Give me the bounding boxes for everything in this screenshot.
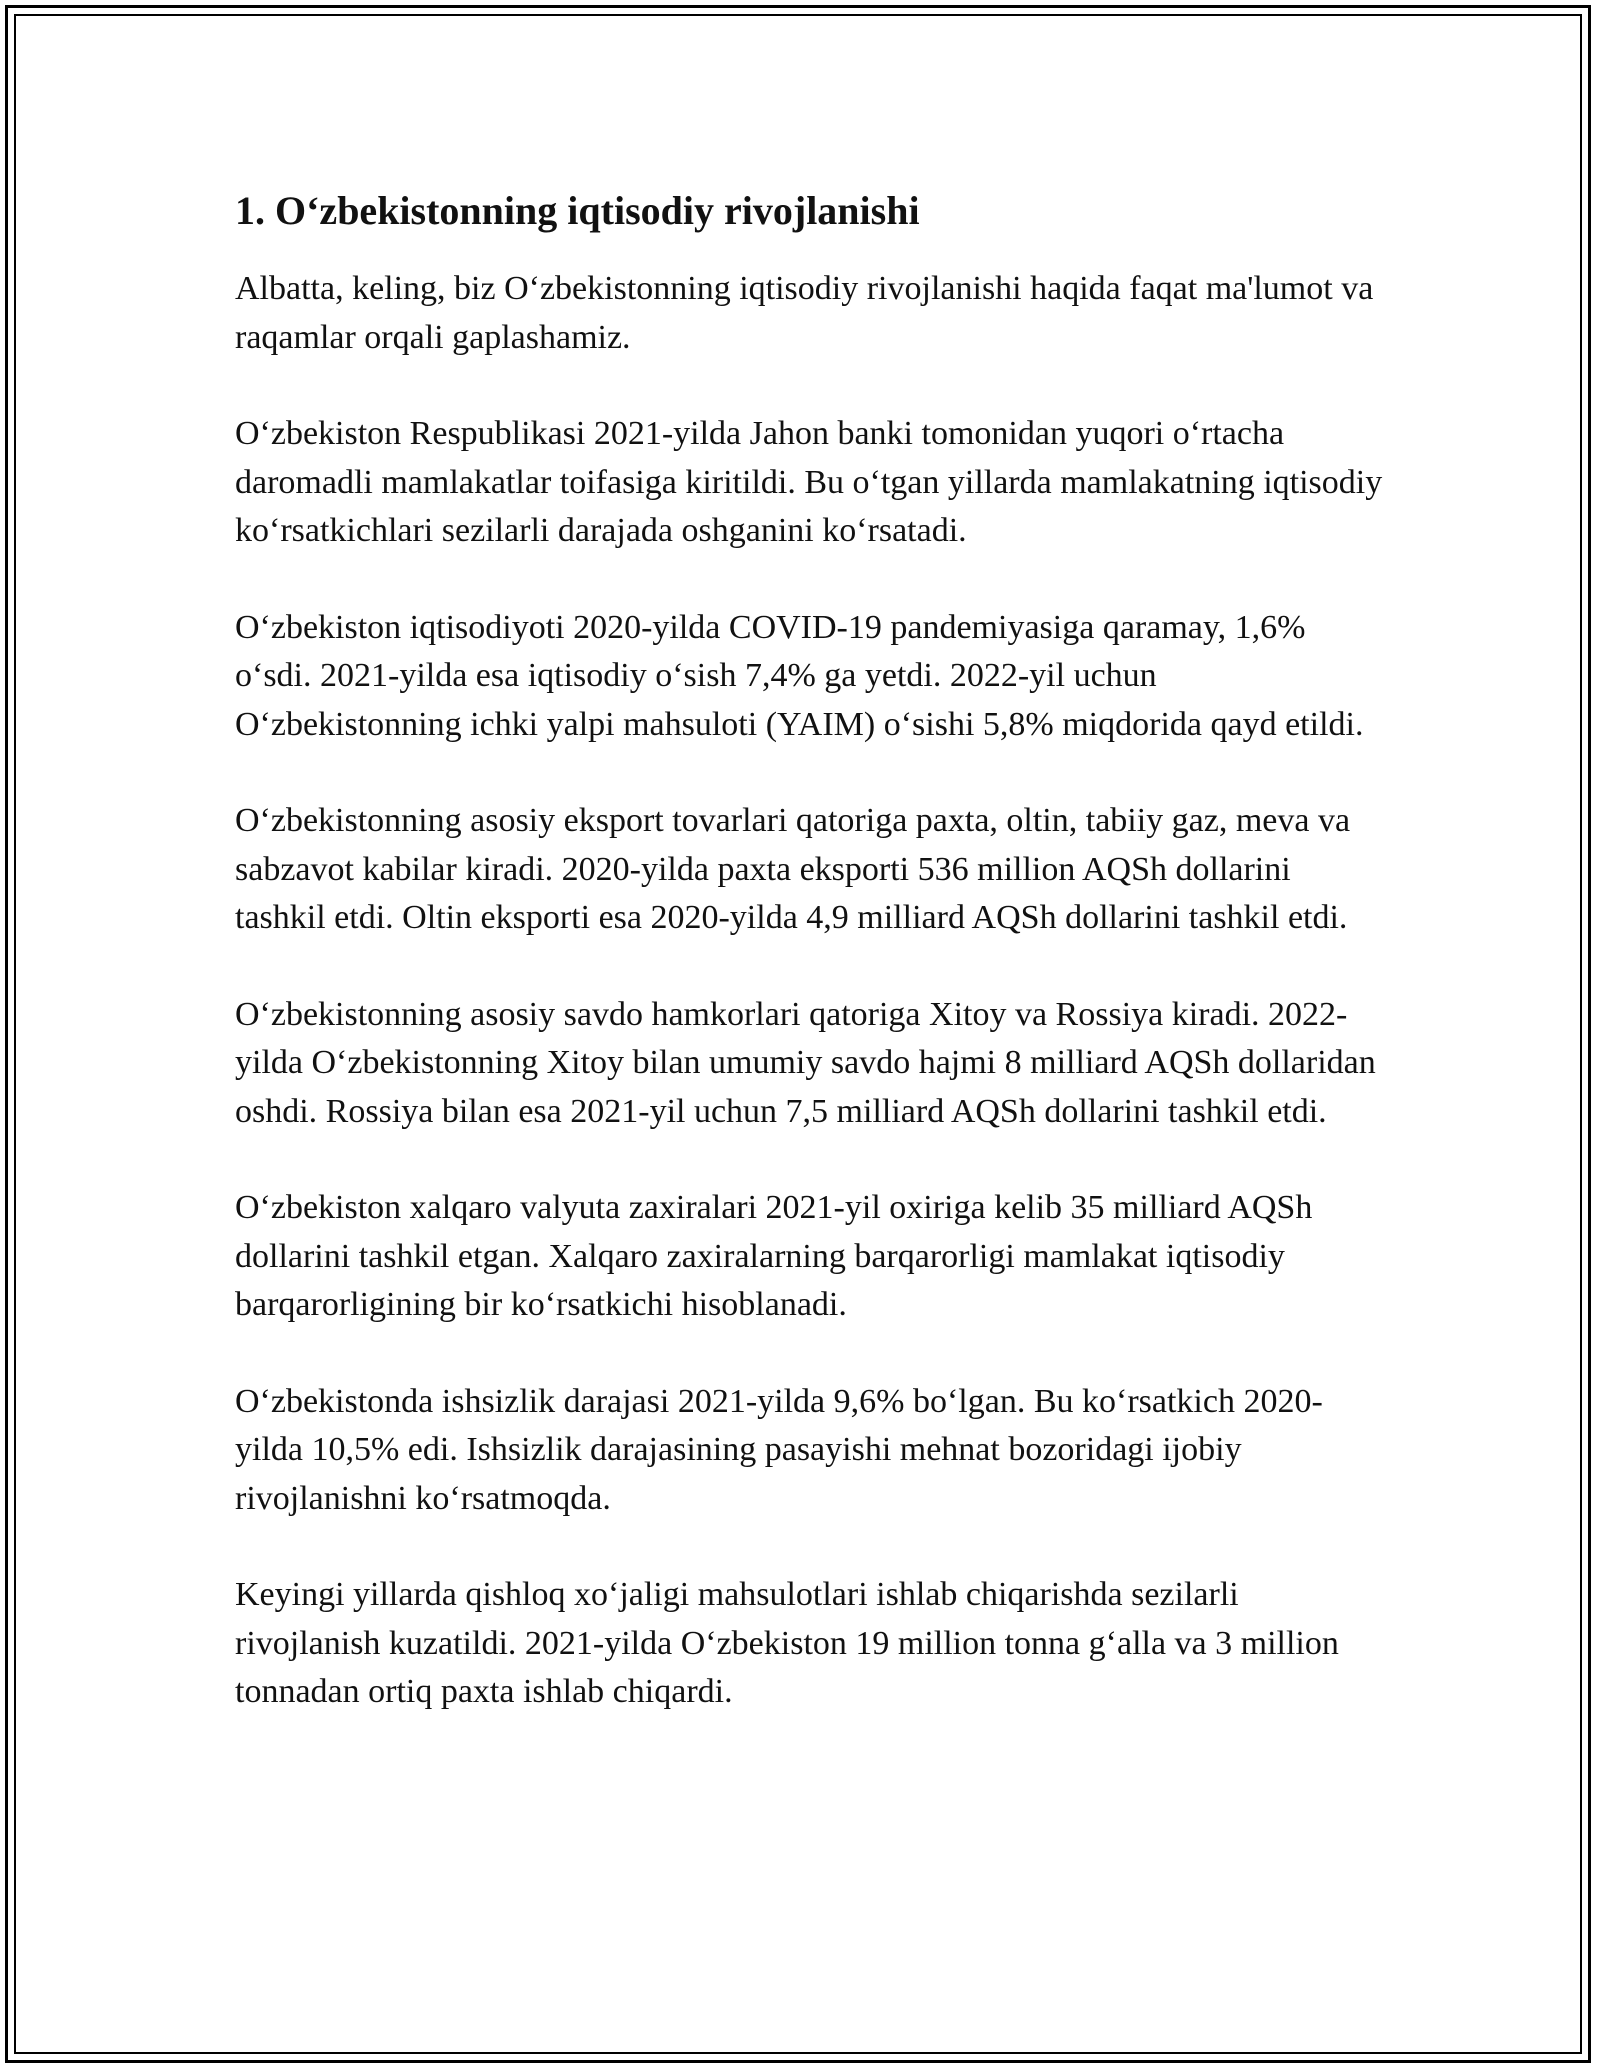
paragraph-agriculture: Keyingi yillarda qishloq xo‘jaligi mahsulotlari ishlab chiqarishda sezilarli rivojlanish kuzatildi. 2021-yilda O‘zbekiston 19 million tonna g‘alla va 3 million tonnadan ortiq paxta ishlab chiqardi. [235,1576,1339,1710]
paragraph-gdp-growth: O‘zbekiston iqtisodiyoti 2020-yilda COVID-19 pandemiyasiga qaramay, 1,6% o‘sdi. 2021-yilda esa iqtisodiy o‘sish 7,4% ga yetdi. 2022-yil uchun O‘zbekistonning ichki yalpi mahsuloti (YAIM) o‘sishi 5,8% miqdorida qayd etildi. [235,608,1364,743]
paragraph-exports: O‘zbekistonning asosiy eksport tovarlari qatoriga paxta, oltin, tabiiy gaz, meva va sabzavot kabilar kiradi. 2020-yilda paxta eksporti 536 million AQSh dollarini tashkil etdi. Oltin eksporti esa 2020-yilda 4,9 milliard AQSh dollarini tashkil etdi. [235,802,1351,936]
paragraph-unemployment: O‘zbekistonda ishsizlik darajasi 2021-yilda 9,6% bo‘lgan. Bu ko‘rsatkich 2020-yilda 10,5% edi. Ishsizlik darajasining pasayishi mehnat bozoridagi ijobiy rivojlanishni ko‘rsatmoqda. [235,1382,1323,1517]
paragraph-trade-partners: O‘zbekistonning asosiy savdo hamkorlari qatoriga Xitoy va Rossiya kiradi. 2022-yilda O‘zbekistonning Xitoy bilan umumiy savdo hajmi 8 milliard AQSh dollaridan oshdi. Rossiya bilan esa 2021-yil uchun 7,5 milliard AQSh dollarini tashkil etdi. [235,995,1376,1130]
paragraph-reserves: O‘zbekiston xalqaro valyuta zaxiralari 2021-yil oxiriga kelib 35 milliard AQSh dollarini tashkil etgan. Xalqaro zaxiralarning barqarorligi mamlakat iqtisodiy barqarorligining bir ko‘rsatkichi hisoblanadi. [235,1189,1313,1323]
paragraph-income-status: O‘zbekiston Respublikasi 2021-yilda Jahon banki tomonidan yuqori o‘rtacha daromadli mamlakatlar toifasiga kiritildi. Bu o‘tgan yillarda mamlakatning iqtisodiy ko‘rsatkichlari sezilarli darajada oshganini ko‘rsatadi. [235,415,1383,549]
paragraph-intro: Albatta, keling, biz O‘zbekistonning iqtisodiy rivojlanishi haqida faqat ma'lumot va raqamlar orqali gaplashamiz. [235,270,1374,356]
document-body [235,185,1385,1765]
section-heading: 1. O‘zbekistonning iqtisodiy rivojlanishi [235,188,920,233]
